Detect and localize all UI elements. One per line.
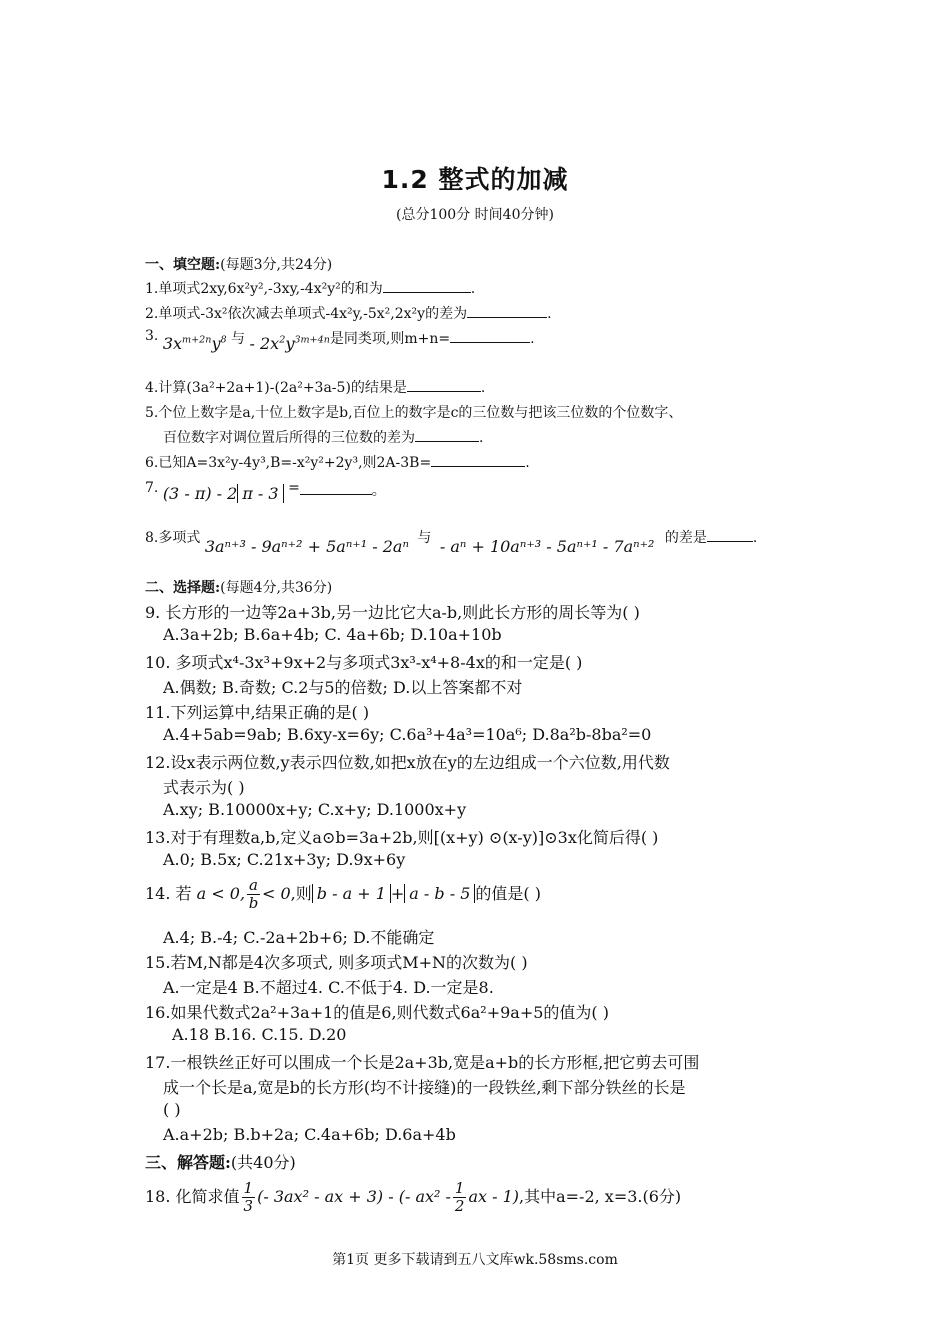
question-17-line-2: 成一个长是a,宽是b的长方形(均不计接缝)的一段铁丝,剩下部分铁丝的长是 (163, 1078, 686, 1097)
question-17-line-3: ( ) (163, 1100, 181, 1119)
question-5-line-2: 百位数字对调位置后所得的三位数的差为 . (163, 427, 483, 447)
question-16-options: A.18 B.16. C.15. D.20 (172, 1025, 347, 1044)
question-8: 8.多项式 3aⁿ⁺³ - 9aⁿ⁺² + 5aⁿ⁺¹ - 2aⁿ 与 - aⁿ + 10aⁿ⁺³ - 5aⁿ⁺¹ - 7aⁿ⁺² 的差是 . (145, 527, 757, 547)
question-5-line-1: 5.个位上数字是a,十位上数字是b,百位上的数字是c的三位数与把该三位数的个位数字、 (145, 405, 683, 421)
question-15-options: A.一定是4 B.不超过4. C.不低于4. D.一定是8. (163, 978, 494, 997)
question-12-line-2: 式表示为( ) (163, 778, 245, 797)
question-12-options: A.xy; B.10000x+y; C.x+y; D.1000x+y (163, 800, 467, 819)
question-13: 13.对于有理数a,b,定义a⊙b=3a+2b,则[(x+y) ⊙(x-y)]⊙3x化简后得( ) (145, 828, 659, 847)
question-3: 3. $3x^{m+2n}y^8$ 与 - $2x^2y^{3m+4n}$是同类项,则m+n= . (145, 328, 535, 353)
question-7: 7. (3 - π) - 2 π - 3 = 。 (145, 480, 386, 503)
question-1: 1.单项式2xy,6x²y²,-3xy,-4x²y²的和为 . (145, 278, 475, 298)
question-12-line-1: 12.设x表示两位数,y表示四位数,如把x放在y的左边组成一个六位数,用代数 (145, 753, 670, 772)
question-9: 9. 长方形的一边等2a+3b,另一边比它大a-b,则此长方形的周长等为( ) (145, 603, 640, 622)
question-2: 2.单项式-3x²依次减去单项式-4x²y,-5x²,2x²y的差为 . (145, 303, 552, 323)
question-11-options: A.4+5ab=9ab; B.6xy-x=6y; C.6a³+4a³=10a⁶; D.8a²b-8ba²=0 (163, 725, 652, 744)
question-6: 6.已知A=3x²y-4y³,B=-x²y²+2y³,则2A-3B= . (145, 452, 530, 472)
question-15: 15.若M,N都是4次多项式, 则多项式M+N的次数为( ) (145, 953, 528, 972)
doc-title: 1.2 整式的加减 (381, 165, 569, 194)
question-16: 16.如果代数式2a²+3a+1的值是6,则代数式6a²+9a+5的值为( ) (145, 1003, 609, 1022)
question-11: 11.下列运算中,结果正确的是( ) (145, 703, 370, 722)
question-17-line-1: 17.一根铁丝正好可以围成一个长是2a+3b,宽是a+b的长方形框,把它剪去可围 (145, 1053, 700, 1072)
question-4: 4.计算(3a²+2a+1)-(2a²+3a-5)的结果是 . (145, 377, 485, 397)
question-18: 18. 化简求值 $\frac{1}{3}$ (- 3ax² - ax + 3) - (- ax² - $\frac{1}{2}$ ax - 1),其中a=-2, x=3.(6分) (145, 1179, 682, 1215)
question-14-options: A.4; B.-4; C.-2a+2b+6; D.不能确定 (163, 928, 435, 947)
section-2-heading: 二、选择题:(每题4分,共36分) (145, 580, 333, 596)
question-17-options: A.a+2b; B.b+2a; C.4a+6b; D.6a+4b (163, 1125, 456, 1144)
question-10-options: A.偶数; B.奇数; C.2与5的倍数; D.以上答案都不对 (163, 678, 523, 697)
question-13-options: A.0; B.5x; C.21x+3y; D.9x+6y (163, 850, 406, 869)
question-10: 10. 多项式x⁴-3x³+9x+2与多项式3x³-x⁴+8-4x的和一定是( ) (145, 653, 583, 672)
question-14: 14. 若 a < 0, $\frac{a}{b}$ < 0,则 b - a + 1 + a - b - 5 的值是( ) (145, 876, 541, 912)
question-9-options: A.3a+2b; B.6a+4b; C. 4a+6b; D.10a+10b (163, 625, 502, 644)
page-footer: 第1页 更多下载请到五八文库wk.58sms.com (332, 1252, 618, 1268)
section-1-heading: 一、填空题:(每题3分,共24分) (145, 257, 333, 273)
doc-subtitle: (总分100分 时间40分钟) (396, 207, 554, 223)
section-3-heading: 三、解答题:(共40分) (145, 1153, 296, 1172)
